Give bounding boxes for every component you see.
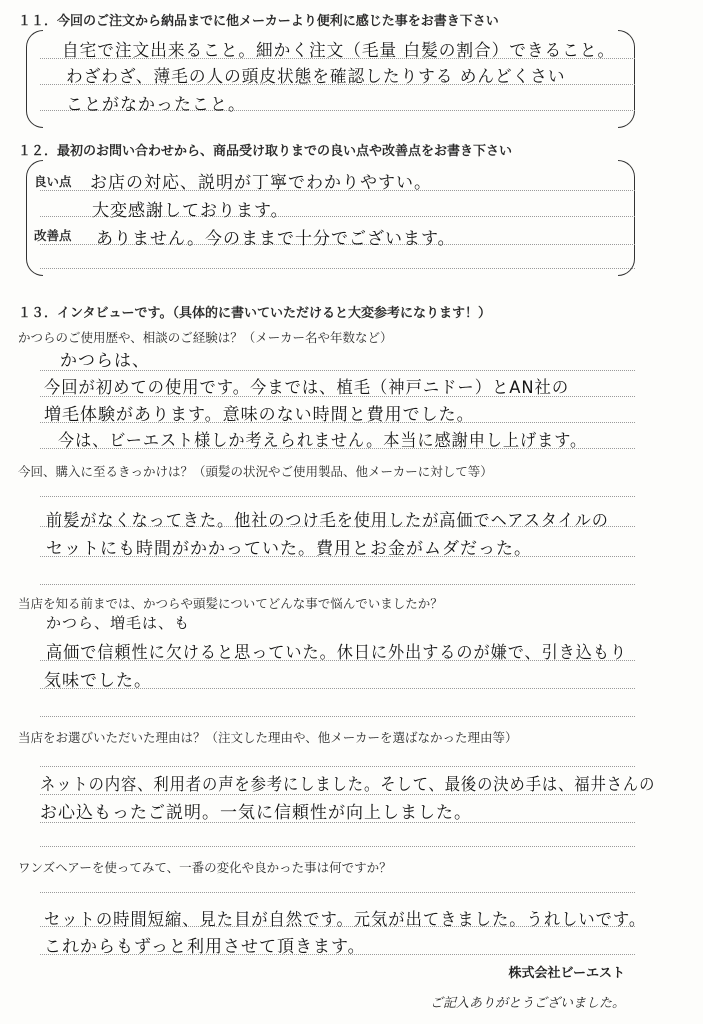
q13-reason-ruled-line	[40, 846, 635, 847]
q12-good-line-2: 大変感謝しております。	[92, 201, 289, 221]
q13-worries-line-1: 高価で信頼性に欠けると思っていた。休日に外出するのが嫌で、引き込もり	[46, 643, 628, 663]
q11-answer-line-3: ことがなかったこと。	[66, 95, 246, 115]
q13-title: １３．インタビューです。（具体的に書いていただけると大変参考になります！）	[18, 306, 491, 321]
q12-right-brace	[618, 160, 635, 276]
q13-history-line-1: かつらは、	[60, 351, 150, 371]
q13-trigger-question: 今回、購入に至るきっかけは？（頭髪の状況やご使用製品、他メーカーに対して等）	[18, 464, 493, 479]
q13-worries-line-2: 気味でした。	[44, 671, 152, 691]
q13-change-line-2: これからもずっと利用させて頂きます。	[44, 937, 366, 957]
company-name: 株式会社ビーエスト	[508, 966, 625, 981]
q13-trigger-line-1: 前髪がなくなってきた。他社のつけ毛を使用したが高価でヘアスタイルの	[46, 511, 609, 531]
q12-improve-label: 改善点	[34, 228, 72, 243]
q13-trigger-line-2: セットにも時間がかかっていた。費用とお金がムダだった。	[46, 539, 532, 559]
q13-reason-line-2: お心込もったご説明。一気に信頼性が向上しました。	[40, 803, 472, 823]
q12-title: １２．最初のお問い合わせから、商品受け取りまでの良い点や改善点をお書き下さい	[18, 144, 513, 159]
q11-left-brace	[26, 30, 43, 128]
q13-history-question: かつらのご使用歴や、相談のご経験は？（メーカー名や年数など）	[18, 330, 393, 345]
q13-history-line-4: 今は、ビーエスト様しか考えられません。本当に感謝申し上げます。	[58, 431, 588, 451]
q12-good-line-1: お店の対応、説明が丁寧でわかりやすい。	[90, 173, 432, 193]
q13-change-line-1: セットの時間短縮、見た目が自然です。元気が出てきました。うれしいです。	[44, 910, 647, 930]
q13-trigger-ruled-line	[40, 496, 635, 497]
q11-right-brace	[618, 30, 635, 128]
q13-change-question: ワンズヘアーを使ってみて、一番の変化や良かった事は何ですか？	[18, 860, 392, 875]
q11-title: １１．今回のご注文から納品までに他メーカーより便利に感じた事をお書き下さい	[18, 14, 499, 29]
q13-worries-ruled-line	[40, 716, 635, 717]
q13-reason-question: 当店をお選びいただいた理由は？（注文した理由や、他メーカーを選ばなかった理由等）	[18, 730, 518, 745]
thanks-message: ご記入ありがとうございました。	[429, 996, 625, 1011]
q13-change-ruled-line	[40, 892, 635, 893]
q12-good-label: 良い点	[34, 174, 72, 189]
q12-improve-line: ありません。今のままで十分でございます。	[96, 229, 456, 249]
q13-reason-line-1: ネットの内容、利用者の声を参考にしました。そして、最後の決め手は、福井さんの	[40, 775, 656, 795]
q13-history-line-2: 今回が初めての使用です。今までは、植毛（神戸ニドー）とAN社の	[44, 378, 570, 398]
q13-worries-insert: かつら、増毛は、も	[46, 614, 191, 632]
q11-answer-line-1: 自宅で注文出来ること。細かく注文（毛量 白髪の割合）できること。	[62, 41, 616, 61]
q13-history-line-3: 増毛体験があります。意味のない時間と費用でした。	[44, 405, 475, 425]
q12-ruled-line	[40, 268, 635, 269]
q11-answer-line-2: わざわざ、薄毛の人の頭皮状態を確認したりする めんどくさい	[66, 67, 566, 87]
q13-reason-ruled-line	[40, 766, 635, 767]
q13-trigger-ruled-line	[40, 584, 635, 585]
q13-worries-question: 当店を知る前までは、かつらや頭髪についてどんな事で悩んでいましたか？	[18, 596, 443, 611]
